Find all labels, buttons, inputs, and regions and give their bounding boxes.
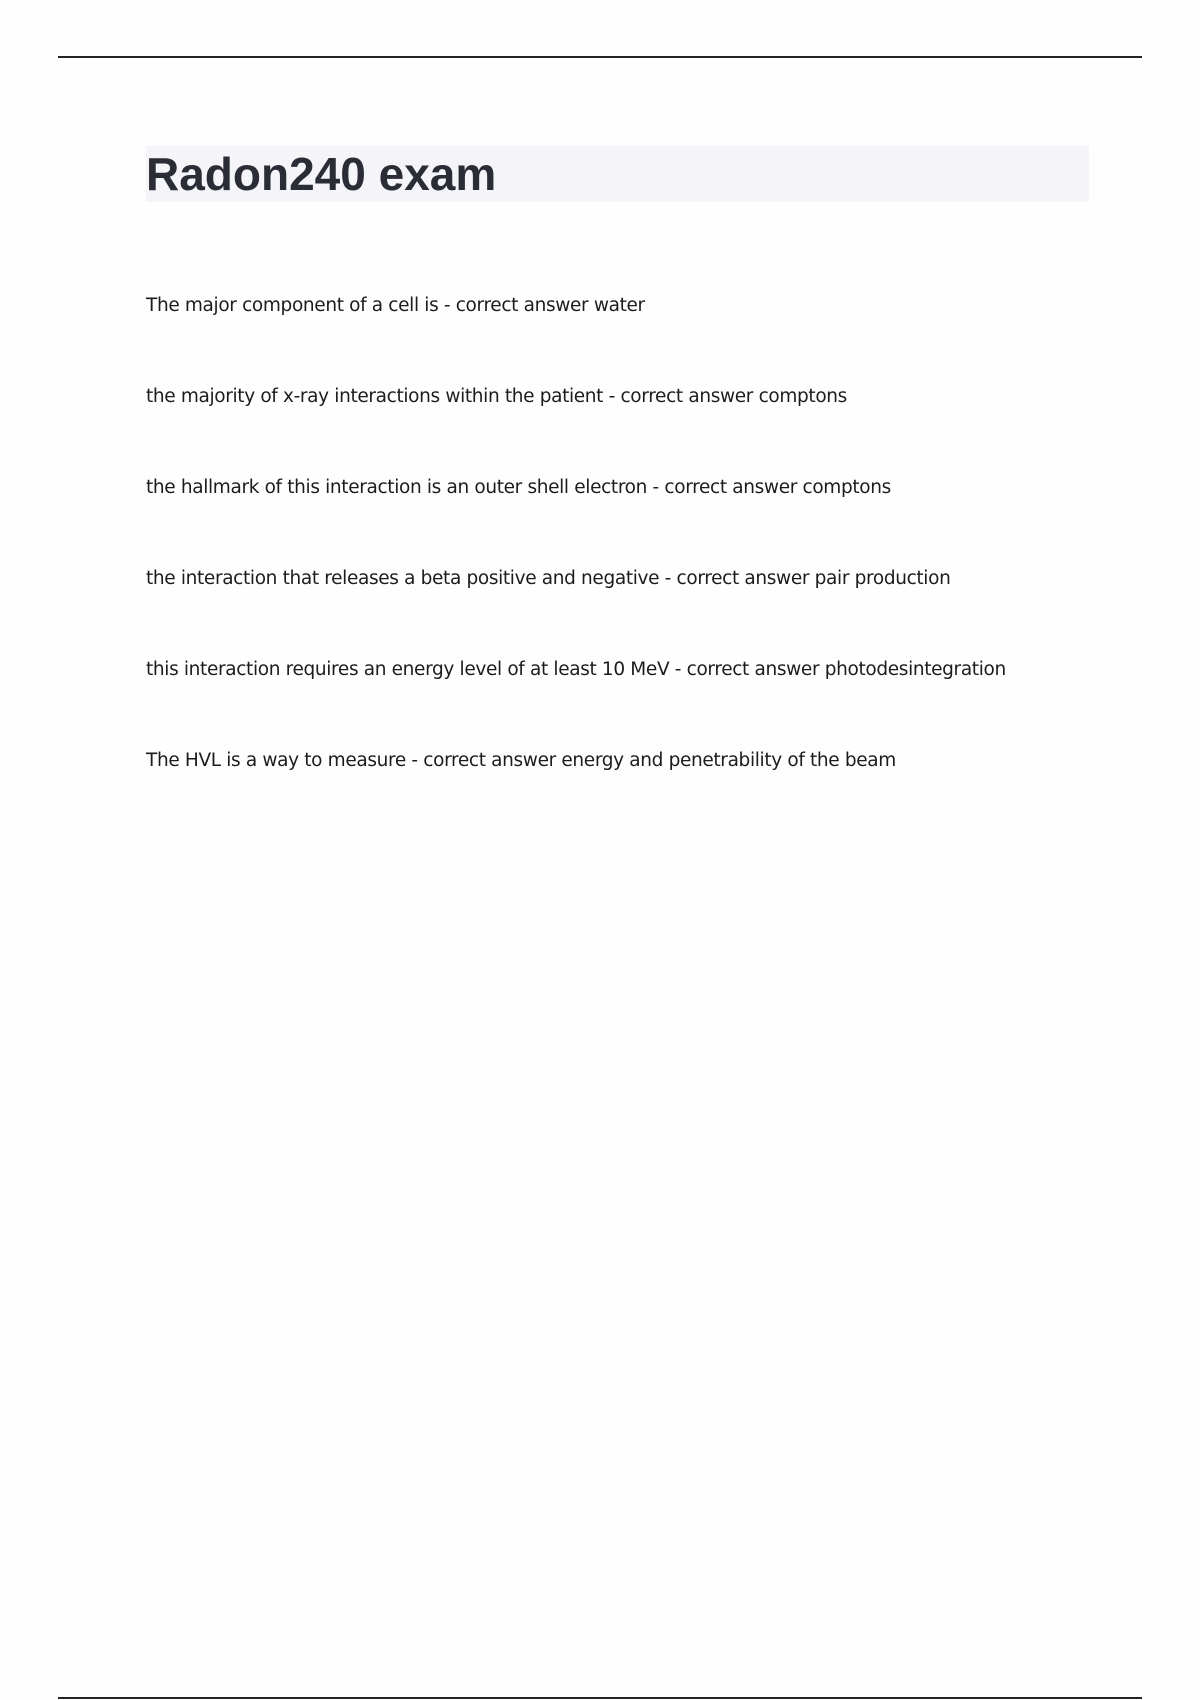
header-rule (58, 56, 1142, 58)
question-item: The major component of a cell is - correct answer water (146, 295, 645, 316)
question-item: the majority of x-ray interactions within the patient - correct answer comptons (146, 386, 847, 407)
question-item: The HVL is a way to measure - correct answer energy and penetrability of the beam (146, 750, 896, 771)
question-list (146, 290, 1106, 836)
question-item: the hallmark of this interaction is an outer shell electron - correct answer comptons (146, 477, 891, 498)
question-item: this interaction requires an energy level of at least 10 MeV - correct answer photodesintegration (146, 659, 1006, 680)
page-title: Radon240 exam (146, 148, 497, 200)
footer-rule (58, 1697, 1142, 1699)
question-item: the interaction that releases a beta positive and negative - correct answer pair production (146, 568, 951, 589)
